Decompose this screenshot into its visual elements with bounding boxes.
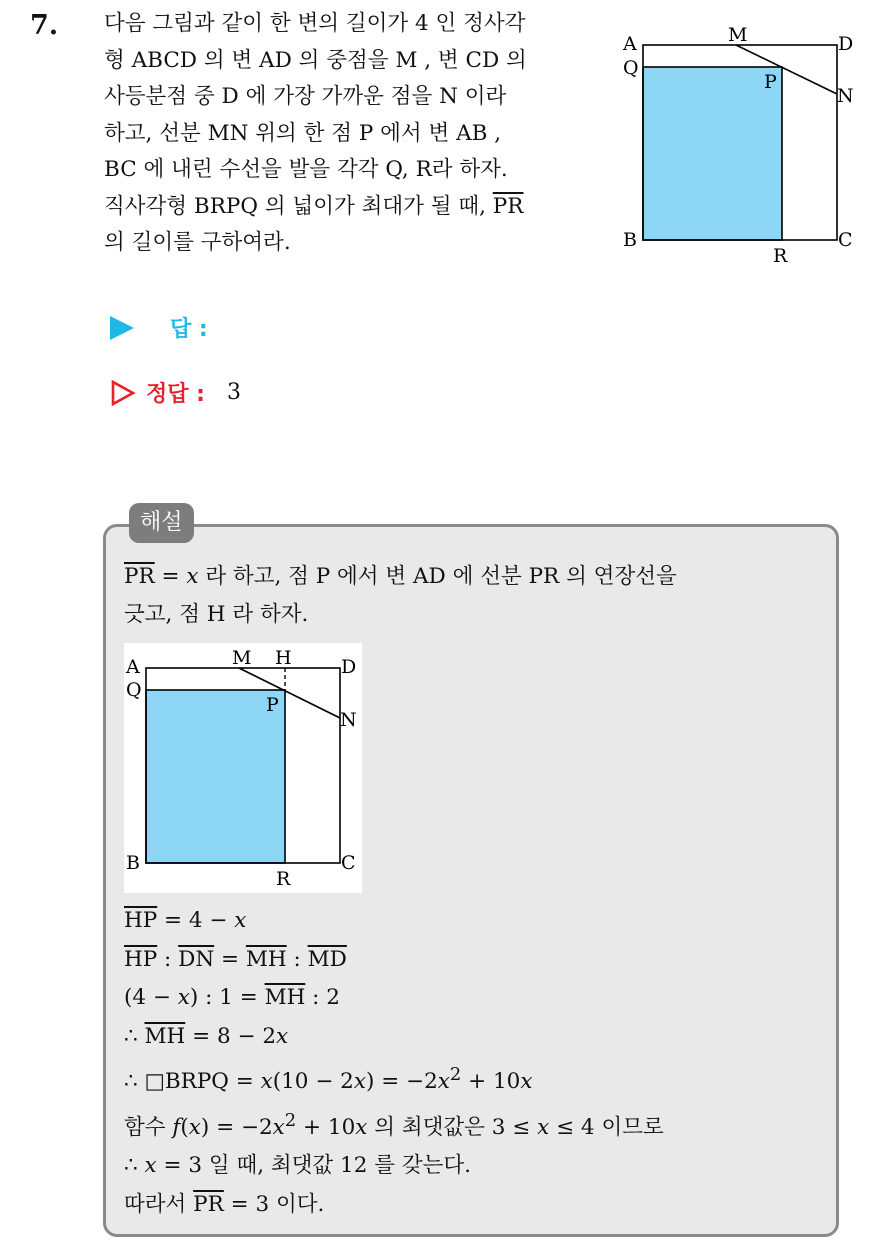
- label-r: R: [276, 868, 291, 890]
- label-a: A: [623, 33, 637, 55]
- label-h: H: [275, 647, 292, 669]
- play-triangle-icon: [110, 316, 134, 340]
- step-2: $\overline{HP}$ : $\overline{DN} = \overline{MH}$ : $\overline{MD}$: [124, 946, 347, 972]
- correct-answer-label: 정답 :: [146, 382, 205, 407]
- step-5: ∴ □BRPQ = $x(10 - 2x) = -2x^2 + 10x$: [124, 1064, 533, 1095]
- label-c: C: [341, 852, 356, 874]
- outline-triangle-icon: [110, 380, 136, 406]
- question-line: 다음 그림과 같이 한 변의 길이가 4 인 정사각: [104, 11, 526, 36]
- solution-steps: [124, 902, 664, 1224]
- label-b: B: [126, 852, 140, 874]
- correct-answer-row: [110, 377, 241, 408]
- question-number: 7.: [30, 10, 59, 41]
- segment-pr: $\overline{PR}$: [492, 193, 524, 219]
- question-line: 사등분점 중 D 에 가장 가까운 점을 N 이라: [104, 84, 507, 109]
- label-m: M: [728, 24, 748, 46]
- step-3: (4 − x) : $1 = \overline{MH}$ : 2: [124, 985, 340, 1010]
- label-q: Q: [623, 57, 639, 79]
- square-figure-with-h: [124, 643, 362, 893]
- label-p: P: [266, 694, 279, 716]
- question-text: [104, 6, 600, 262]
- segment-pr: $\overline{PR}$: [124, 564, 155, 589]
- label-m: M: [232, 647, 252, 669]
- step-6: 함수 $f(x) = -2x^2 + 10x$ 의 최댓값은 3 ≤ x ≤ 4 이므로: [124, 1109, 664, 1140]
- step-1: $\overline{HP} = 4 - x$: [124, 908, 247, 933]
- explanation-intro: $\overline{PR} = x$ 라 하고, 점 P 에서 변 AD 에 선분 PR 의 연장선을 긋고, 점 H 라 하자.: [124, 564, 677, 627]
- question-line: BC 에 내린 수선을 발을 각각 Q, R라 하자.: [104, 157, 508, 182]
- correct-answer-value: 3: [226, 380, 241, 405]
- step-8: 따라서 $\overline{PR} = 3$ 이다.: [124, 1191, 325, 1217]
- square-figure: [618, 22, 854, 270]
- label-b: B: [623, 229, 637, 251]
- question-line: 의 길이를 구하여라.: [104, 230, 291, 255]
- answer-label: 답 :: [170, 317, 208, 342]
- explanation-tag: 해설: [129, 503, 194, 543]
- label-r: R: [773, 245, 788, 267]
- step-7: ∴ x = 3 일 때, 최댓값 12 를 갖는다.: [124, 1153, 471, 1179]
- answer-row: [110, 312, 208, 343]
- label-c: C: [838, 229, 853, 251]
- question-line: 하고, 선분 MN 위의 한 점 P 에서 변 AB ,: [104, 120, 502, 146]
- rectangle-brpq: [643, 67, 782, 240]
- label-n: N: [340, 709, 357, 731]
- label-d: D: [341, 656, 357, 678]
- label-a: A: [126, 656, 140, 678]
- question-line: 형 ABCD 의 변 AD 의 중점을 M , 변 CD 의: [104, 47, 527, 73]
- label-d: D: [838, 33, 854, 55]
- label-n: N: [837, 85, 854, 107]
- label-p: P: [764, 71, 777, 93]
- label-q: Q: [126, 679, 142, 701]
- question-line: 직사각형 BRPQ 의 넓이가 최대가 될 때, $\overline{PR}$: [104, 193, 524, 219]
- step-4: ∴ $\overline{MH} = 8 - 2x$: [124, 1023, 289, 1049]
- rectangle-brpq: [146, 690, 285, 863]
